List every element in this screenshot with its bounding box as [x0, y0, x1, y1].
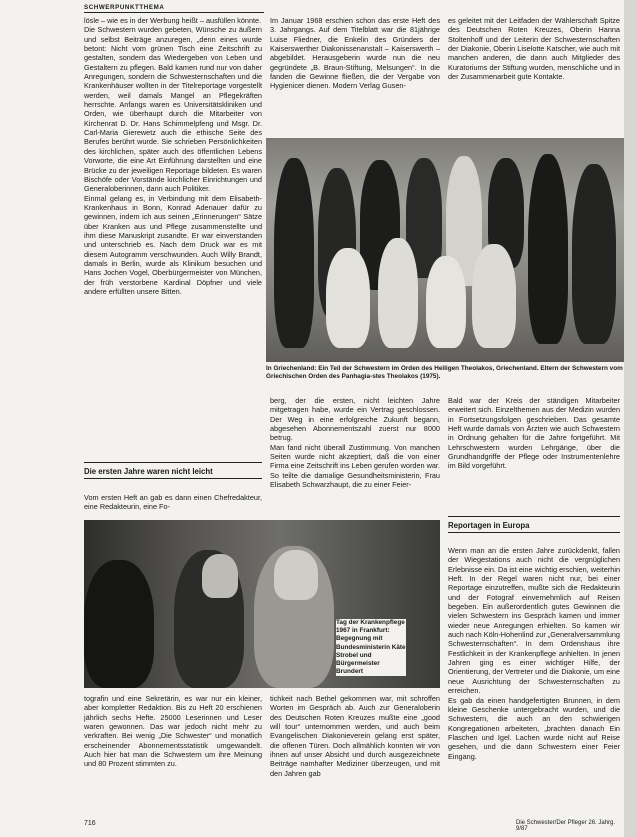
- figure-shape: [84, 560, 154, 688]
- figure-shape: [274, 158, 314, 348]
- publication-footer: Die Schwester/Der Pfleger 26. Jahrg. 9/87: [516, 820, 616, 832]
- column-left-lower: [84, 694, 262, 816]
- figure-shape: [202, 554, 238, 598]
- adjacent-page-edge: [624, 0, 637, 837]
- figure-shape: [528, 154, 568, 344]
- figure-shape: [572, 164, 616, 344]
- paragraph: Im Januar 1968 erschien schon das erste Heft des 3. Jahrgangs. Auf dem Titelblatt war die 81jährige Luise Fliedner, die Enkelin des Gründers der Kaiserswerther Diakonissenanstalt – Kaiserswerth – abgebildet. Herausgeberin wurde nun die neu gegründete „B. Braun-Stiftung, Melsungen“. In die fanden die Gewinne fließen, die der Vergabe von Hygienicer dienen. Modern Verlag Gusen-: [270, 16, 440, 91]
- paragraph: Einmal gelang es, in Verbindung mit dem Elisabeth-Krankenhaus in Bonn, Konrad Adenauer dafür zu gewinnen, indem ich aus seinen „Erinnerungen“ Sätze über Kranken aus und Pflege zusammenstellte und ihm diese Manuskript zusandte. Er war einverstanden und unterschrieb es. Nach dem Druck war es mit diesem Autogramm verschwunden. Auch Willy Brandt, damals in Berlin, wurde als Klinikum besuchen und Hans Jochen Vogel, Oberbürgermeister von München, der früh verstorbene Kardinal Döpfner und viele andere erfüllten unsere Bitten.: [84, 193, 262, 296]
- column-right-top: [448, 16, 620, 130]
- column-left-continued: [84, 493, 262, 513]
- header-rule: [84, 12, 264, 13]
- paragraph: Vom ersten Heft an gab es dann einen Chefredakteur, eine Redakteurin, eine Fo-: [84, 493, 262, 512]
- paragraph: tografin und eine Sekretärin, es war nur ein kleiner, aber kompletter Redaktion. Bis zu Heft 20 erschienen jährlich sechs Hefte. 25000 Leserinnen und Leser waren gewonnen. Das war jedoch nicht mehr zu verkraften. Bei wenig „Die Schwester“ und monatlich erscheinender Abonnementsstatistik umgewandelt. Auch hier hat man die Schwestern um ihre Meinung und 80 Prozent stimmten zu.: [84, 694, 262, 769]
- paragraph: Die Schwestern wurden gebeten, Wünsche zu äußern und selbst Beiträge anzuregen, „denn eines wurde betont: Nicht vom grünen Tisch eine Zeitschrift zu gestalten, sondern das Wiedergeben von Leben und Gestaltern zu pflegen. Bald kamen rund nur von daher Anregungen, sondern die Schwesternschaften und die Krankenhäuser wollten in der Titelreportage vorgestellt werden, weil damals Mangel an Pflegekräften herrschte. Anfangs waren es Universitätskliniken und Orden, wie überhaupt durch die Mitarbeiter von Kirchenrat D. Dr. Hans Schimmelpfeng und Msgr. Dr. Carl-Maria Gierewetz auch die ethische Seite des Berufes berührt wurde. Sie schrieben Persönlichkeiten des kirchlichen, später auch des öffentlichen Lebens Vorworte, die eine Art Einführung darstellten und eine Brücke zu der jeweiligen Reportage bildeten. Es waren Bischöfe oder Vorstände kirchlicher Einrichtungen und Generaloberinnen, dann auch Politiker.: [84, 25, 262, 194]
- column-middle-lower: [270, 694, 440, 816]
- column-right-mid: [448, 396, 620, 500]
- page-number: 716: [84, 820, 96, 827]
- figure-shape: [378, 238, 418, 348]
- section-header-label: SCHWERPUNKTTHEMA: [84, 4, 165, 11]
- paragraph: Es gab da einen handgefertigten Brunnen, in dem kleine Geschenke untergebracht wurden, und die Schwestern, die auch an den schwierigen Kongregationen arbeiteten, „brachten danach Ein Flaschen und Igel. Lachen wurde nicht auf Reise gesehen, und die dann Schwestern einer Feier Eingang.: [448, 695, 620, 761]
- section-heading-left: Die ersten Jahre waren nicht leicht: [84, 467, 213, 476]
- section-rule: [84, 478, 262, 479]
- paragraph: Wenn man an die ersten Jahre zurückdenkt, fallen der Wiegestations auch nicht die vergnüglichen Erlebnisse ein. Da ist eine wichtig erschien, weiterhin Heft. In der Regel waren nicht nur, bei einer Reportage einzutreffen, mußte sich die Redakteurin und der Fotograf einvernehmlich auf Reisen begeben. Ein außerordentlich gutes Gewinnen die vielen Schwestern ins Gespräch kamen und immer wieder neue Anregungen erhielten. So kamen wir auch nach Köln-Hohenlind zur „Generalversammlung Schwesternschaften“. In dem Ordenshaus ihre Festlichkeit in der Krankenpflege anhielten. In jenen Jahren ging es einer wichtiger Hilfe, der Orientierung, der Vertreter und die Diakonie, um eine neue Ausrichtung der Schwesternschaften zu erreichen.: [448, 546, 620, 696]
- section-rule: [448, 532, 620, 533]
- section-rule: [448, 516, 620, 517]
- photo-caption: Tag der Krankenpflege 1967 in Frankfurt: Begegnung mit Bundesministerin Käte Strobel und Bürgermeister Brundert: [336, 619, 406, 676]
- column-middle-mid: [270, 396, 440, 516]
- figure-shape: [326, 248, 370, 348]
- column-middle-top: [270, 16, 440, 130]
- column-left-top: [84, 16, 262, 440]
- figure-shape: [426, 256, 466, 348]
- paragraph: lösle – wie es in der Werbung heißt – ausfüllen könnte.: [84, 16, 262, 25]
- section-heading-right: Reportagen in Europa: [448, 521, 530, 530]
- paragraph: es geleitet mit der Leitfaden der Wählerschaft Spitze des Deutschen Roten Kreuzes, Oberin Hanna Stoltenhoff und der Leiterin der Schwesternschaften der Diakonie, Oberin Liselotte Katscher, wie auch mit manchen anderen, die dann auch Mitglieder des Kuratoriums der Stiftung wurden, menschliche und in der Zusammenarbeit gute Kontakte.: [448, 16, 620, 82]
- paragraph: Bald war der Kreis der ständigen Mitarbeiter erweitert sich. Einzelthemen aus der Medizin wurden in Fortsetzungsfolgen geschrieben. Das gesamte Heft wurde damals von Ärzten wie auch Schwestern in Ordnung gehalten für die Jahre fortgeführt. Mit Lehrschwestern wurden Lehrgänge, über die Grundhandgriffe der Pflege oder Instrumentenlehre im Bild vorgeführt.: [448, 396, 620, 471]
- section-rule: [84, 462, 262, 463]
- figure-shape: [274, 550, 318, 600]
- photo-caption: In Griechenland: Ein Teil der Schwestern im Orden des Heiligen Theolakos, Griechenland. Eltern der Schwestern vom Griechischen Orden des Panhagia-stes Theolakos (1975).: [266, 365, 623, 381]
- paragraph: berg, der die ersten, nicht leichten Jahre mitgetragen habe, wurde ein Vertrag geschlossen. Der Weg in eine erfolgreiche Zukunft begann, abgesehen Abonnementszahl zuerst nur 8000 betrug.: [270, 396, 440, 443]
- paragraph: tichkeit nach Bethel gekommen war, mit schroffen Worten im Gespräch ab. Auch zur Generaloberin des Deutschen Roten Kreuzes mußte eine „good will tour“ unternommen werden, und auch beim Evangelischen Diakonieverein gelang erst später, die offenen Türen. Doch allmählich konnten wir von ihnen auf unser Absicht und durch ausgezeichnete Beiträge namhafter Mediziner überzeugen, und mit den Jahren gab: [270, 694, 440, 778]
- group-photo-sisters: [266, 138, 624, 362]
- column-right-lower: [448, 546, 620, 816]
- paragraph: Man fand nicht überall Zustimmung. Von manchen Seiten wurde nicht akzeptiert, daß die von einer Firma eine Zeitschrift ins Leben gerufen worden war. So teilte die damalige Gesundheitsministerin, Frau Elisabeth Schwarzhaupt, die zu einer Feier-: [270, 442, 440, 490]
- figure-shape: [472, 244, 516, 348]
